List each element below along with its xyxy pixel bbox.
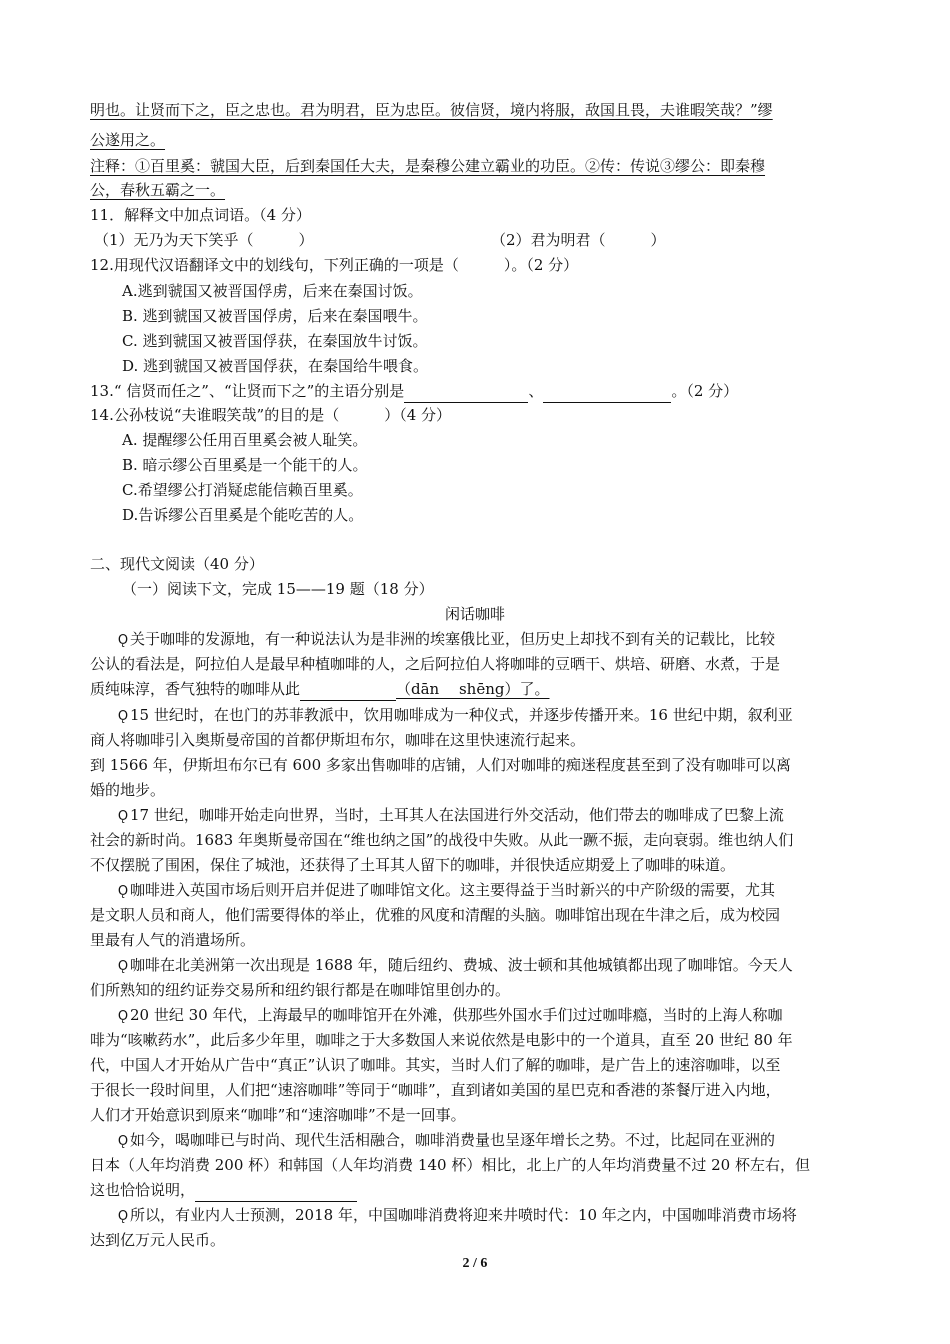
question-13-text: 13.“ 信贤而任之”、“让贤而下之”的主语分别是 — [90, 382, 405, 400]
paragraph-1-line-3: 质纯味淳，香气独特的咖啡从此 （dān shēng）了。 — [90, 677, 550, 701]
answer-blank-2[interactable] — [543, 384, 671, 403]
paragraph-7-line-1: Ǫ 如今，喝咖啡已与时尚、现代生活相融合，咖啡消费量也呈逐年增长之势。不过，比起同在亚洲的 — [116, 1128, 775, 1154]
footnote-line-1: 注释：①百里奚：虢国大臣，后到秦国任大夫，是秦穆公建立霸业的功臣。②传：传说③缪公：即秦穆 — [90, 157, 766, 175]
question-12: 12.用现代汉语翻译文中的划线句，下列正确的一项是（ ）。（2 分） — [90, 256, 579, 274]
paragraph-1-line-2: 公认的看法是，阿拉伯人是最早种植咖啡的人，之后阿拉伯人将咖啡的豆晒干、烘培、研磨、水煮，于是 — [90, 655, 781, 673]
pinyin-hint: （dān shēng）了。 — [396, 680, 550, 698]
passage-title: 闲话咖啡 — [444, 605, 505, 623]
paragraph-4-line-2: 是文职人员和商人，他们需要得体的举止，优雅的风度和清醒的头脑。咖啡馆出现在牛津之后，成为校园 — [90, 906, 781, 924]
paragraph-1-line-1: Ǫ 关于咖啡的发源地，有一种说法认为是非洲的埃塞俄比亚，但历史上却找不到有关的记载比，比较 — [116, 627, 775, 653]
classical-line-2: 公遂用之。 — [90, 131, 166, 149]
paragraph-2-line-2: 商人将咖啡引入奥斯曼帝国的首都伊斯坦布尔，咖啡在这里快速流行起来。 — [90, 731, 586, 749]
paragraph-3-line-1: Ǫ 17 世纪，咖啡开始走向世界，当时，土耳其人在法国进行外交活动，他们带去的咖啡成了巴黎上流 — [116, 803, 784, 829]
question-13-score: 。（2 分） — [671, 382, 739, 400]
paragraph-5-line-2: 们所熟知的纽约证券交易所和纽约银行都是在咖啡馆里创办的。 — [90, 981, 511, 999]
question-13-separator: 、 — [528, 382, 544, 400]
paragraph-3-line-3: 不仅摆脱了围困，保住了城池，还获得了土耳其人留下的咖啡，并很快适应期爱上了咖啡的味道。 — [90, 856, 736, 874]
paragraph-7-line-2: 日本（人年均消费 200 杯）和韩国（人年均消费 140 杯）相比，北上广的人年均消费量不过 20 杯左右，但 — [90, 1156, 810, 1174]
paragraph-3-line-2: 社会的新时尚。1683 年奥斯曼帝国在“维也纳之国”的战役中失败。从此一蹶不振，走向衰弱。维也纳人们 — [90, 831, 794, 849]
question-11-item-2: （2）君为明君（ ） — [491, 231, 666, 249]
paragraph-marker: Ǫ — [117, 1009, 129, 1024]
paragraph-marker: Ǫ — [117, 1134, 129, 1149]
question-11: 11．解释文中加点词语。（4 分） — [90, 206, 311, 224]
question-14-option-a: A. 提醒缪公任用百里奚会被人耻笑。 — [122, 431, 368, 449]
paragraph-8-line-2: 达到亿万元人民币。 — [90, 1231, 226, 1249]
footnote-line-2: 公，春秋五霸之一。 — [90, 181, 226, 199]
paragraph-6-line-4: 于很长一段时间里，人们把“速溶咖啡”等同于“咖啡”，直到诸如美国的星巴克和香港的茶餐厅进入内地， — [90, 1081, 781, 1099]
fill-in-blank[interactable] — [300, 682, 396, 701]
question-12-option-b: B. 逃到虢国又被晋国俘虏，后来在秦国喂牛。 — [122, 307, 428, 325]
question-12-option-a: A.逃到虢国又被晋国俘虏，后来在秦国讨饭。 — [122, 282, 423, 300]
question-14-option-d: D.告诉缪公百里奚是个能吃苦的人。 — [122, 506, 364, 524]
paragraph-6-line-3: 代，中国人才开始从广告中“真正”认识了咖啡。其实，当时人们了解的咖啡，是广告上的速溶咖啡，以至 — [90, 1056, 781, 1074]
paragraph-5-line-1: Ǫ 咖啡在北美洲第一次出现是 1688 年，随后纽约、费城、波士顿和其他城镇都出现了咖啡馆。今天人 — [116, 953, 793, 979]
paragraph-marker: Ǫ — [117, 1209, 129, 1224]
question-12-option-d: D. 逃到虢国又被晋国俘获，在秦国给牛喂食。 — [122, 357, 429, 375]
paragraph-2-line-4: 婚的地步。 — [90, 781, 166, 799]
paragraph-6-line-5: 人们才开始意识到原来“咖啡”和“速溶咖啡”不是一回事。 — [90, 1106, 466, 1124]
answer-blank-1[interactable] — [404, 384, 528, 403]
paragraph-7-line-3: 这也恰恰说明， — [90, 1178, 357, 1202]
question-14: 14.公孙枝说“夫谁暇笑哉”的目的是（ ）（4 分） — [90, 406, 452, 424]
paragraph-4-line-3: 里最有人气的消遣场所。 — [90, 931, 256, 949]
classical-line-1: 明也。让贤而下之，臣之忠也。君为明君，臣为忠臣。彼信贤，境内将服，敌国且畏，夫谁暇笑哉？”缪 — [90, 101, 773, 119]
page-number: 2 / 6 — [462, 1256, 488, 1271]
question-11-item-1: （1）无乃为天下笑乎（ ） — [94, 231, 314, 249]
question-12-option-c: C. 逃到虢国又被晋国俘获，在秦国放牛讨饭。 — [122, 332, 428, 350]
paragraph-marker: Ǫ — [117, 809, 129, 824]
section-heading: 二、现代文阅读（40 分） — [90, 555, 264, 573]
paragraph-8-line-1: Ǫ 所以，有业内人士预测，2018 年，中国咖啡消费将迎来井喷时代：10 年之内，中国咖啡消费市场将 — [116, 1203, 797, 1229]
section-subheading: （一）阅读下文，完成 15——19 题（18 分） — [122, 580, 434, 598]
answer-blank-3[interactable] — [195, 1183, 357, 1202]
paragraph-4-line-1: Ǫ 咖啡进入英国市场后则开启并促进了咖啡馆文化。这主要得益于当时新兴的中产阶级的需要，尤其 — [116, 878, 775, 904]
paragraph-marker: Ǫ — [117, 633, 129, 648]
question-13 — [90, 379, 738, 403]
paragraph-6-line-2: 啡为“咳嗽药水”，此后多少年里，咖啡之于大多数国人来说依然是电影中的一个道具，直至 20 世纪 80 年 — [90, 1031, 793, 1049]
paragraph-2-line-1: Ǫ 15 世纪时，在也门的苏菲教派中，饮用咖啡成为一种仪式，并逐步传播开来。16 世纪中期，叙利亚 — [116, 703, 793, 729]
paragraph-6-line-1: Ǫ 20 世纪 30 年代，上海最早的咖啡馆开在外滩，供那些外国水手们过过咖啡瘾，当时的上海人称咖 — [116, 1003, 782, 1029]
paragraph-marker: Ǫ — [117, 709, 129, 724]
paragraph-marker: Ǫ — [117, 959, 129, 974]
question-14-option-c: C.希望缪公打消疑虑能信赖百里奚。 — [122, 481, 363, 499]
paragraph-2-line-3: 到 1566 年，伊斯坦布尔已有 600 多家出售咖啡的店铺，人们对咖啡的痴迷程度甚至到了没有咖啡可以离 — [90, 756, 791, 774]
question-14-option-b: B. 暗示缪公百里奚是一个能干的人。 — [122, 456, 368, 474]
paragraph-marker: Ǫ — [117, 884, 129, 899]
